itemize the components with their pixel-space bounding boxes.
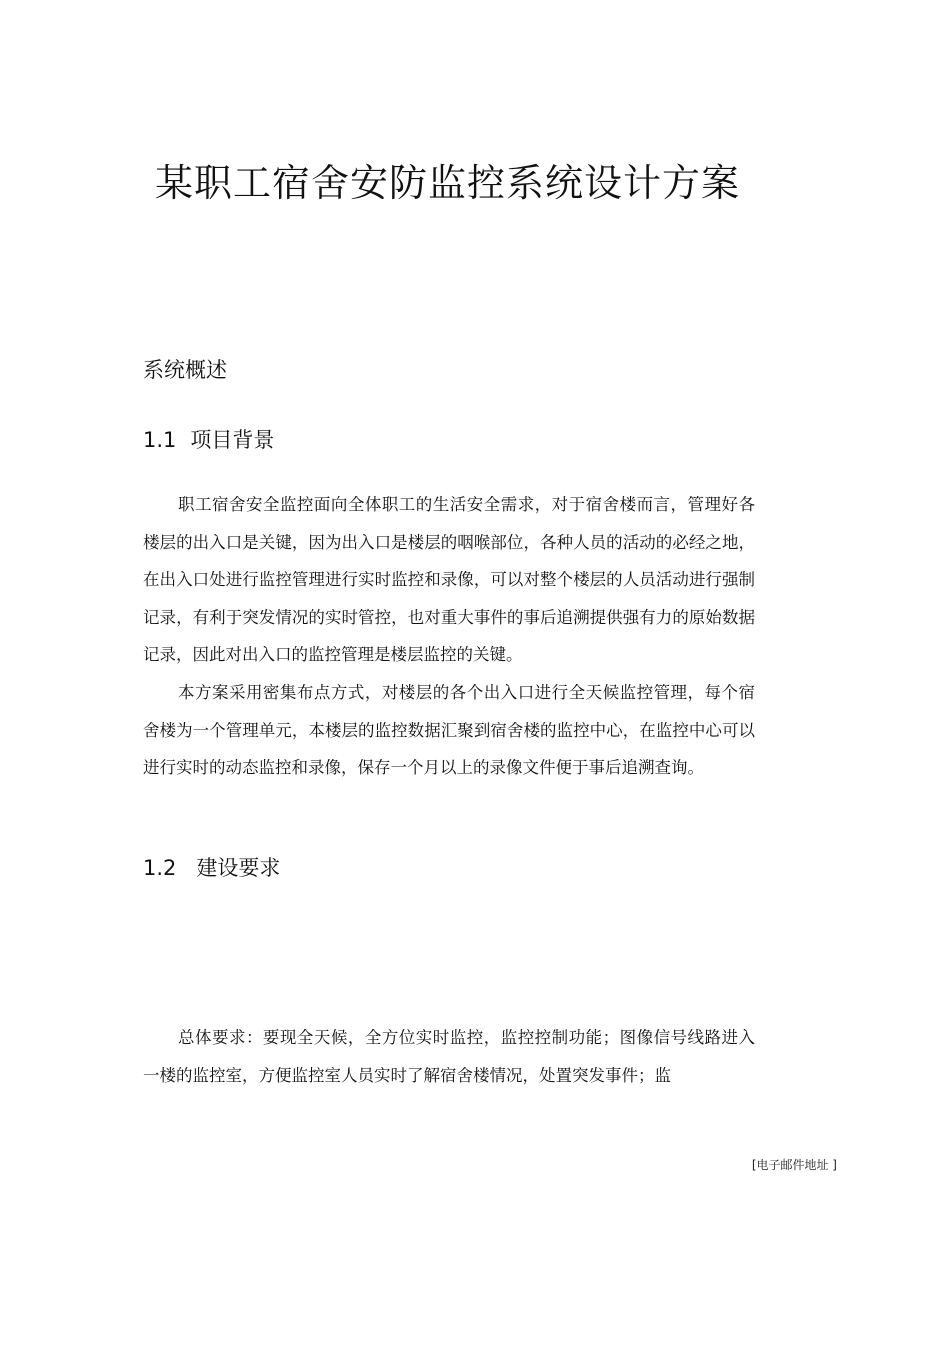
paragraph-requirements-1: 总体要求：要现全天候，全方位实时监控，监控控制功能；图像信号线路进入一楼的监控室，方便监控室人员实时了解宿舍楼情况，处置突发事件；监 bbox=[143, 1028, 755, 1085]
subsection-number: 1.2 bbox=[143, 856, 177, 880]
subsection-number: 1.1 bbox=[143, 428, 177, 452]
section-heading: 系统概述 bbox=[143, 358, 227, 382]
footer-email-placeholder: [电子邮件地址 ] bbox=[751, 1158, 837, 1172]
subsection-title: 项目背景 bbox=[190, 428, 275, 452]
subsection-heading-project-background bbox=[143, 425, 274, 455]
document-title: 某职工宿舍安防监控系统设计方案 bbox=[154, 161, 740, 205]
paragraph-background-2: 本方案采用密集布点方式，对楼层的各个出入口进行全天候监控管理，每个宿舍楼为一个管理单元，本楼层的监控数据汇聚到宿舍楼的监控中心，在监控中心可以进行实时的动态监控和录像，保存一个月以上的录像文件便于事后追溯查询。 bbox=[143, 683, 755, 777]
subsection-title: 建设要求 bbox=[196, 856, 281, 880]
subsection-heading-construction-requirements bbox=[143, 853, 280, 883]
paragraph-background-1: 职工宿舍安全监控面向全体职工的生活安全需求，对于宿舍楼而言，管理好各楼层的出入口是关键，因为出入口是楼层的咽喉部位，各种人员的活动的必经之地，在出入口处进行监控管理进行实时监控和录像，可以对整个楼层的人员活动进行强制记录，有利于突发情况的实时管控，也对重大事件的事后追溯提供强有力的原始数据记录，因此对出入口的监控管理是楼层监控的关键。 bbox=[143, 495, 755, 664]
